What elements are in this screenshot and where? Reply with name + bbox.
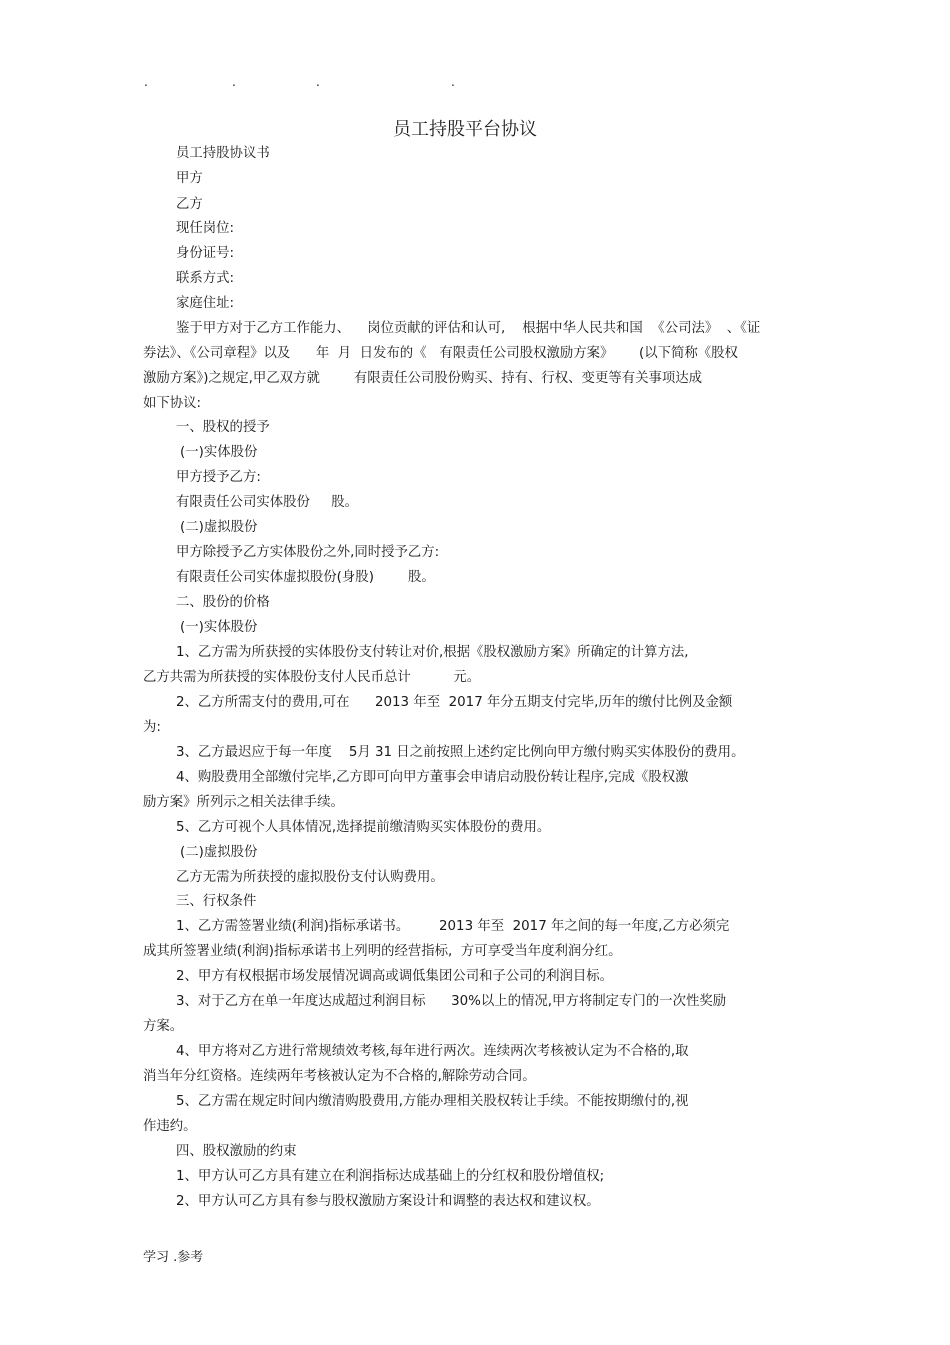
body-line: 现任岗位: [176,221,235,236]
body-line: 成其所签署业绩(利润)指标承诺书上列明的经营指标, 方可享受当年度利润分红。 [143,944,622,959]
body-line: 有限责任公司实体股份 股。 [176,495,358,510]
body-line: 消当年分红资格。连续两年考核被认定为不合格的,解除劳动合同。 [143,1069,536,1084]
body-line: 方案。 [143,1019,184,1034]
body-line: 5、乙方可视个人具体情况,选择提前缴清购买实体股份的费用。 [176,820,551,835]
body-line: (二)虚拟股份 [180,520,258,535]
body-line: 2、甲方有权根据市场发展情况调高或调低集团公司和子公司的利润目标。 [176,969,614,984]
body-line: 一、股权的授予 [176,420,270,435]
body-line: 2、甲方认可乙方具有参与股权激励方案设计和调整的表达权和建议权。 [176,1194,600,1209]
body-line: 乙方无需为所获授的虚拟股份支付认购费用。 [176,870,444,885]
body-line: 1、甲方认可乙方具有建立在利润指标达成基础上的分红权和股份增值权; [176,1169,605,1184]
body-line: 3、对于乙方在单一年度达成超过利润目标 30%以上的情况,甲方将制定专门的一次性奖励 [176,994,727,1009]
body-line: 4、购股费用全部缴付完毕,乙方即可向甲方董事会申请启动股份转让程序,完成《股权激 [176,770,689,785]
body-line: 四、股权激励的约束 [176,1144,297,1159]
body-line: 家庭住址: [176,296,235,311]
body-line: 甲方 [176,171,203,186]
header-dot: . [316,75,320,89]
body-line: 励方案》所列示之相关法律手续。 [143,795,344,810]
body-line: 如下协议: [143,396,202,411]
body-line: 联系方式: [176,271,235,286]
body-line: 1、乙方需为所获授的实体股份支付转让对价,根据《股权激励方案》所确定的计算方法, [176,645,689,660]
body-line: 1、乙方需签署业绩(利润)指标承诺书。 2013 年至 2017 年之间的每一年度,乙方必须完 [176,919,730,934]
body-line: 激励方案》)之规定,甲乙双方就 有限责任公司股份购买、持有、行权、变更等有关事项达成 [143,371,703,386]
body-line: 券法》、《公司章程》以及 年 月 日发布的《 有限责任公司股权激励方案》 (以下简称《股权 [143,346,738,361]
header-dot: . [144,75,148,89]
body-line: 3、乙方最迟应于每一年度 5月 31 日之前按照上述约定比例向甲方缴付购买实体股份的费用。 [176,745,745,760]
body-line: 2、乙方所需支付的费用,可在 2013 年至 2017 年分五期支付完毕,历年的缴付比例及金额 [176,695,733,710]
body-line: 为: [143,720,161,735]
body-line: 甲方授予乙方: [176,470,261,485]
body-line: 乙方 [176,197,203,212]
page-footer: 学习 .参考 [143,1250,204,1265]
body-line: 4、甲方将对乙方进行常规绩效考核,每年进行两次。连续两次考核被认定为不合格的,取 [176,1044,689,1059]
body-line: (二)虚拟股份 [180,845,258,860]
header-dot: . [232,75,236,89]
body-line: (一)实体股份 [180,445,258,460]
body-line: 三、行权条件 [176,894,257,909]
document-title: 员工持股平台协议 [393,119,537,140]
body-line: 作违约。 [143,1119,197,1134]
body-line: 5、乙方需在规定时间内缴清购股费用,方能办理相关股权转让手续。不能按期缴付的,视 [176,1094,689,1109]
body-line: 二、股份的价格 [176,595,270,610]
body-line: 甲方除授予乙方实体股份之外,同时授予乙方: [176,545,440,560]
body-line: 有限责任公司实体虚拟股份(身股) 股。 [176,570,435,585]
body-line: (一)实体股份 [180,620,258,635]
body-line: 身份证号: [176,246,235,261]
body-line: 鉴于甲方对于乙方工作能力、 岗位贡献的评估和认可, 根据中华人民共和国 《公司法》 、《证 [176,321,761,336]
body-line: 员工持股协议书 [176,146,270,161]
body-line: 乙方共需为所获授的实体股份支付人民币总计 元。 [143,670,481,685]
header-dot: . [451,75,455,89]
